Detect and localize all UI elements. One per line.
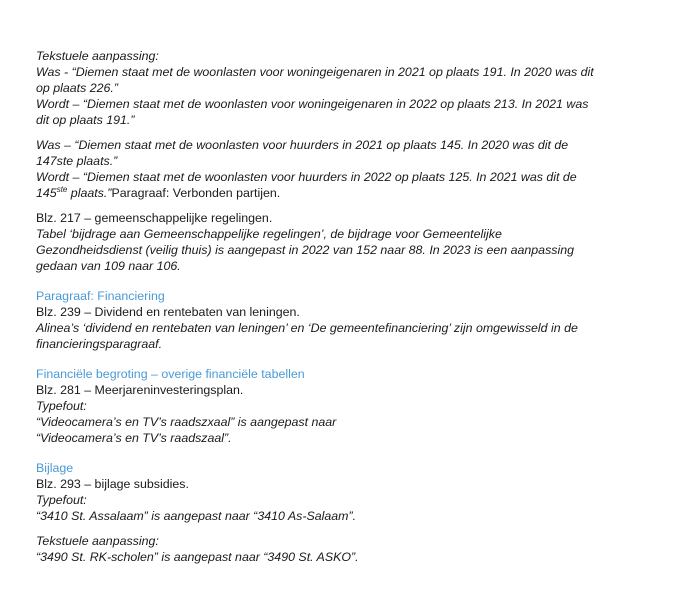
wordt-huurders-end: plaats.” xyxy=(67,186,112,200)
begroting-line2: “Videocamera’s en TV’s raadszaal”. xyxy=(36,431,232,445)
bijlage-typefout: Typefout: xyxy=(36,493,87,507)
bijlage-line2: “3490 St. RK-scholen” is aangepast naar “3490 St. ASKO”. xyxy=(36,550,359,564)
blz217-title: Blz. 217 – gemeenschappelijke regelingen. xyxy=(36,211,273,225)
bijlage-heading: Bijlage xyxy=(36,461,74,475)
financiering-section xyxy=(36,288,666,352)
wordt-woningeigenaren-line1: Wordt – “Diemen staat met de woonlasten voor woningeigenaren in 2022 op plaats 213. In 2021 was xyxy=(36,97,589,111)
wordt-huurders-number: 145 xyxy=(36,186,57,200)
bijlage-section xyxy=(36,460,666,565)
wordt-huurders-line2 xyxy=(36,185,666,201)
wordt-woningeigenaren-line2: dit op plaats 191.” xyxy=(36,113,135,127)
bijlage-line1: “3410 St. Assalaam” is aangepast naar “3410 As-Salaam”. xyxy=(36,509,357,523)
begroting-line1: “Videocamera’s en TV’s raadszxaal” is aangepast naar xyxy=(36,415,337,429)
blz239-title: Blz. 239 – Dividend en rentebaten van leningen. xyxy=(36,305,300,319)
was-woningeigenaren-line1: Was - “Diemen staat met de woonlasten voor woningeigenaren in 2021 op plaats 191. In 2020 was dit xyxy=(36,65,594,79)
blz281-title: Blz. 281 – Meerjareninvesteringsplan. xyxy=(36,383,244,397)
was-woningeigenaren-line2: op plaats 226.” xyxy=(36,81,118,95)
blz217-line1: Tabel ‘bijdrage aan Gemeenschappelijke regelingen’, de bijdrage voor Gemeentelijke xyxy=(36,227,502,241)
bijlage-tekst-title: Tekstuele aanpassing: xyxy=(36,534,159,548)
financiering-line2: financieringsparagraaf. xyxy=(36,337,163,351)
was-huurders-line1: Was – “Diemen staat met de woonlasten voor huurders in 2021 op plaats 145. In 2020 was dit de xyxy=(36,138,569,152)
begroting-heading: Financiële begroting – overige financiële tabellen xyxy=(36,367,305,381)
financiering-line1: Alinea’s ‘dividend en rentebaten van leningen’ en ‘De gemeentefinanciering’ zijn omgewisseld in de xyxy=(36,321,578,335)
begroting-section xyxy=(36,366,666,446)
financiering-heading: Paragraaf: Financiering xyxy=(36,289,165,303)
wordt-huurders-line1: Wordt – “Diemen staat met de woonlasten voor huurders in 2022 op plaats 125. In 2021 was dit de xyxy=(36,170,577,184)
blz217-line3: gedaan van 109 naar 106. xyxy=(36,259,181,273)
begroting-typefout: Typefout: xyxy=(36,399,87,413)
wordt-huurders-suffix: ste xyxy=(56,184,68,194)
verbonden-partijen-text: Paragraaf: Verbonden partijen. xyxy=(111,186,281,200)
was-huurders-line2: 147ste plaats.” xyxy=(36,154,118,168)
document-page xyxy=(36,48,666,565)
woonlasten-section xyxy=(36,48,666,201)
blz217-line2: Gezondheidsdienst (veilig thuis) is aangepast in 2022 van 152 naar 88. In 2023 is een aanpassing xyxy=(36,243,574,257)
section-title: Tekstuele aanpassing: xyxy=(36,49,159,63)
blz217-section xyxy=(36,210,666,274)
blz293-title: Blz. 293 – bijlage subsidies. xyxy=(36,477,189,491)
